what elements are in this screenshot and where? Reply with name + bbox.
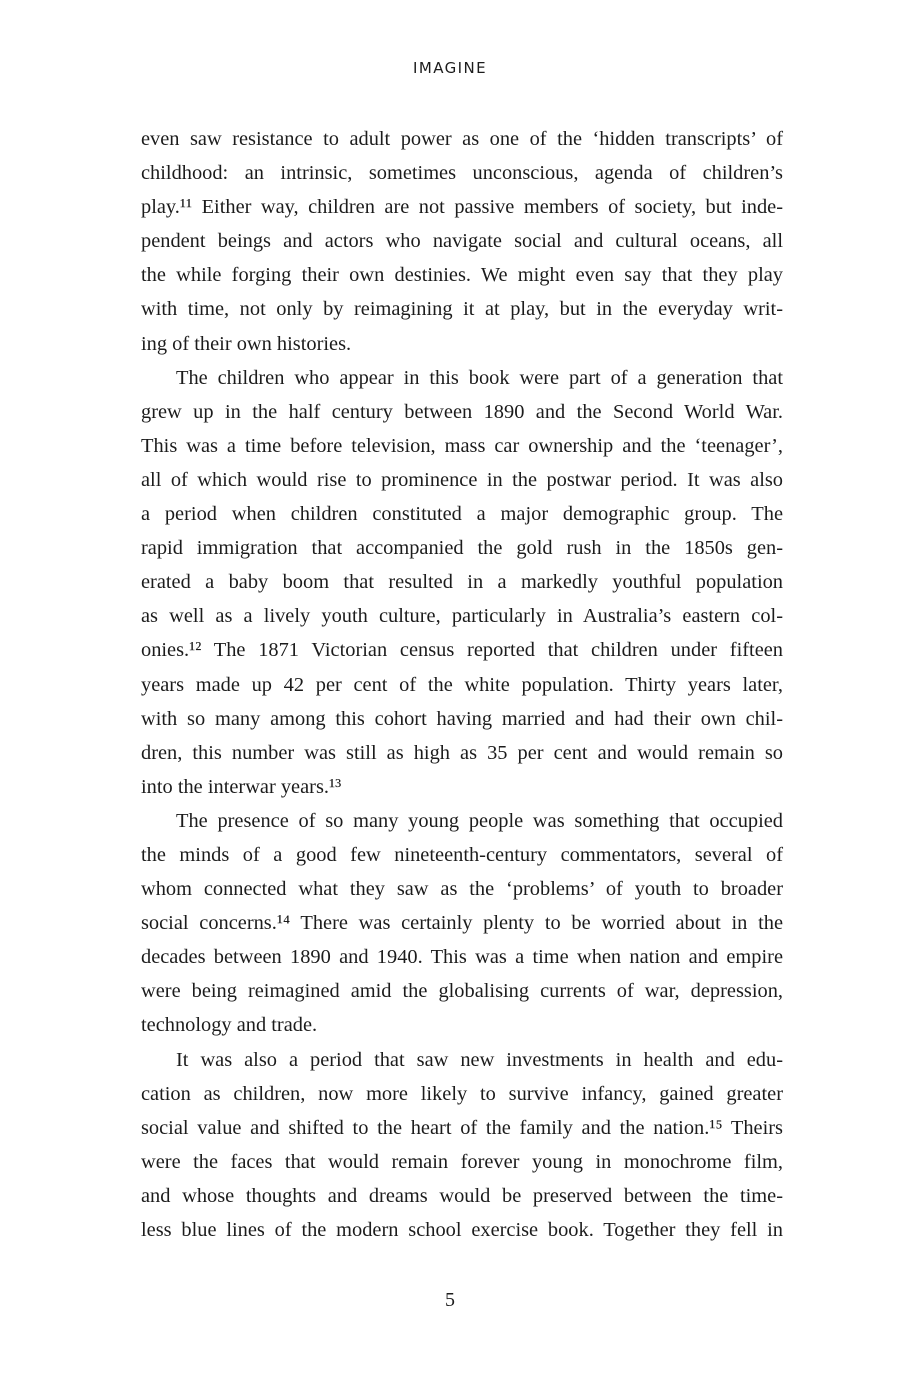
text-line: The presence of so many young people was something that occupied	[176, 809, 783, 832]
text-line: were being reimagined amid the globalising currents of war, depression,	[141, 980, 783, 1003]
text-line: This was a time before television, mass car ownership and the ‘teenager’,	[141, 434, 783, 457]
text-line: rapid immigration that accompanied the gold rush in the 1850s gen-	[141, 537, 783, 560]
text-line: cation as children, now more likely to survive infancy, gained greater	[141, 1082, 783, 1105]
text-line: pendent beings and actors who navigate social and cultural oceans, all	[141, 230, 783, 253]
text-line: even saw resistance to adult power as one of the ‘hidden transcripts’ of	[141, 128, 783, 150]
text-line: decades between 1890 and 1940. This was a time when nation and empire	[141, 946, 783, 969]
text-line: play.¹¹ Either way, children are not passive members of society, but inde-	[141, 196, 783, 219]
text-line: dren, this number was still as high as 35 per cent and would remain so	[141, 741, 783, 764]
text-line: a period when children constituted a major demographic group. The	[141, 503, 783, 526]
text-line: with so many among this cohort having married and had their own chil-	[141, 707, 783, 730]
page-number: 5	[445, 1289, 455, 1311]
paragraph	[141, 122, 783, 361]
text-line: technology and trade.	[141, 1014, 318, 1037]
text-line: ing of their own histories.	[141, 332, 352, 355]
text-line: were the faces that would remain forever young in monochrome film,	[141, 1150, 783, 1173]
text-line: all of which would rise to prominence in the postwar period. It was also	[141, 468, 783, 491]
body-text	[141, 122, 783, 1247]
paragraph	[141, 361, 783, 804]
text-line: social value and shifted to the heart of the family and the nation.¹⁵ Theirs	[141, 1116, 783, 1139]
text-line: the while forging their own destinies. We might even say that they play	[141, 264, 783, 287]
text-line: less blue lines of the modern school exercise book. Together they fell in	[141, 1219, 783, 1241]
text-line: and whose thoughts and dreams would be preserved between the time-	[141, 1184, 783, 1207]
text-line: onies.¹² The 1871 Victorian census reported that children under fifteen	[141, 639, 783, 662]
text-line: years made up 42 per cent of the white population. Thirty years later,	[141, 673, 783, 696]
text-line: It was also a period that saw new investments in health and edu-	[176, 1048, 783, 1071]
text-line: the minds of a good few nineteenth-century commentators, several of	[141, 843, 783, 866]
text-line: childhood: an intrinsic, sometimes unconscious, agenda of children’s	[141, 162, 783, 185]
text-line: with time, not only by reimagining it at play, but in the everyday writ-	[141, 298, 783, 321]
text-line: as well as a lively youth culture, particularly in Australia’s eastern col-	[141, 605, 783, 628]
text-line: whom connected what they saw as the ‘problems’ of youth to broader	[141, 878, 783, 901]
running-head: IMAGINE	[413, 59, 487, 77]
paragraph	[141, 1043, 783, 1248]
text-line: erated a baby boom that resulted in a markedly youthful population	[141, 571, 783, 594]
text-line: social concerns.¹⁴ There was certainly plenty to be worried about in the	[141, 912, 783, 935]
text-line: grew up in the half century between 1890 and the Second World War.	[141, 400, 783, 423]
paragraph	[141, 804, 783, 1043]
text-line: The children who appear in this book were part of a generation that	[176, 366, 783, 389]
text-line: into the interwar years.¹³	[141, 775, 342, 798]
